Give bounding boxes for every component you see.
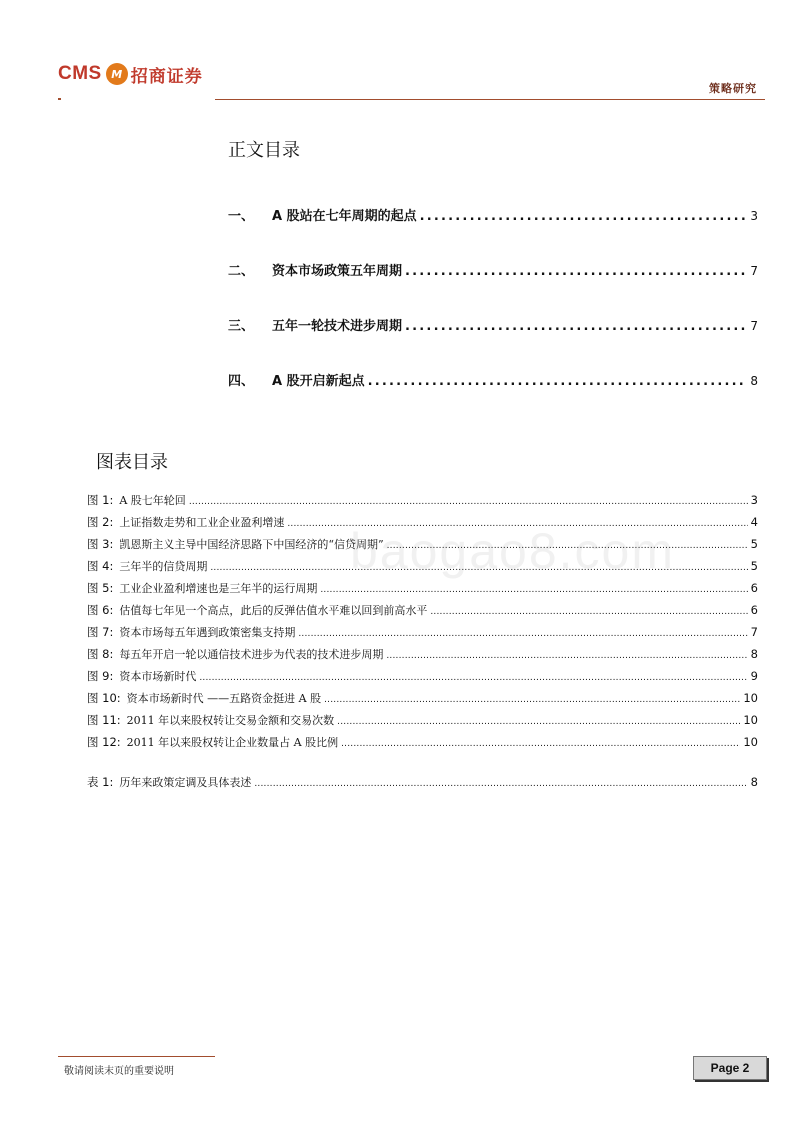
figure-list: [87, 492, 758, 756]
toc-item[interactable]: [228, 370, 758, 425]
toc-title: 正文目录: [228, 140, 300, 161]
figure-leader-dots: [430, 607, 747, 617]
figure-label: 图 9:: [87, 669, 114, 683]
toc-leader-dots: [405, 264, 746, 279]
footer-disclaimer: 敬请阅读末页的重要说明: [64, 1066, 174, 1077]
table-leader-dots: [254, 779, 747, 789]
toc-leader-dots: [405, 319, 746, 334]
figure-leader-dots: [324, 695, 740, 705]
figure-text: 凯恩斯主义主导中国经济思路下中国经济的“信贷周期”: [119, 538, 384, 551]
figure-text: 上证指数走势和工业企业盈利增速: [119, 516, 285, 529]
logo-cms-text: CMS: [58, 63, 102, 84]
figure-page: 5: [750, 537, 758, 551]
figure-leader-dots: [337, 717, 740, 727]
figure-item[interactable]: [87, 602, 758, 624]
figure-item[interactable]: [87, 690, 758, 712]
figure-label: 图 4:: [87, 559, 114, 573]
figure-item[interactable]: [87, 558, 758, 580]
figure-page: 10: [743, 691, 758, 705]
figure-item[interactable]: [87, 646, 758, 668]
table-page: 8: [750, 775, 758, 789]
toc-item-number: 四、: [228, 374, 255, 389]
figure-page: 6: [750, 581, 758, 595]
figure-page: 6: [750, 603, 758, 617]
toc-item-page: 3: [750, 209, 758, 223]
figure-item[interactable]: [87, 734, 758, 756]
table-list: [87, 774, 758, 796]
toc-item-page: 7: [750, 264, 758, 278]
figure-label: 图 10:: [87, 691, 121, 705]
figure-page: 3: [750, 493, 758, 507]
page-number-badge: Page 2: [693, 1056, 767, 1080]
toc-item[interactable]: [228, 315, 758, 370]
figure-text: 工业企业盈利增速也是三年半的运行周期: [119, 582, 318, 595]
figure-item[interactable]: [87, 492, 758, 514]
toc-item-text: 五年一轮技术进步周期: [272, 319, 403, 334]
figure-item[interactable]: [87, 580, 758, 602]
logo-mark-icon: M: [106, 63, 128, 85]
figure-text: 资本市场每五年遇到政策密集支持期: [119, 626, 296, 639]
figure-label: 图 1:: [87, 493, 114, 507]
figure-leader-dots: [387, 541, 748, 551]
toc-item-page: 7: [750, 319, 758, 333]
figure-page: 5: [750, 559, 758, 573]
toc-item-text: A 股站在七年周期的起点: [272, 209, 417, 224]
figure-leader-dots: [320, 585, 747, 595]
figure-text: 每五年开启一轮以通信技术进步为代表的技术进步周期: [119, 648, 384, 661]
figure-item[interactable]: [87, 712, 758, 734]
figure-label: 图 8:: [87, 647, 114, 661]
figure-text: 2011 年以来股权转让交易金额和交易次数: [126, 714, 335, 727]
toc-item-page: 8: [750, 374, 758, 388]
table-item[interactable]: [87, 774, 758, 796]
toc-leader-dots: [420, 209, 747, 224]
figure-leader-dots: [189, 497, 748, 507]
watermark-text: baogao8.com: [350, 523, 676, 579]
toc-item[interactable]: [228, 205, 758, 260]
figure-item[interactable]: [87, 536, 758, 558]
toc-item-text: 资本市场政策五年周期: [272, 264, 403, 279]
figure-leader-dots: [341, 739, 740, 749]
figure-label: 图 5:: [87, 581, 114, 595]
toc-item-number: 一、: [228, 209, 255, 224]
figure-item[interactable]: [87, 514, 758, 536]
table-label: 表 1:: [87, 775, 114, 789]
figure-label: 图 11:: [87, 713, 121, 727]
figure-text: A 股七年轮回: [119, 494, 186, 507]
figure-leader-dots: [199, 673, 747, 683]
figure-label: 图 3:: [87, 537, 114, 551]
table-text: 历年来政策定调及具体表述: [119, 776, 252, 789]
figure-text: 估值每七年见一个高点，此后的反弹估值水平难以回到前高水平: [119, 604, 428, 617]
figure-item[interactable]: [87, 624, 758, 646]
figure-text: 资本市场新时代 ——五路资金挺进 A 股: [126, 692, 322, 705]
figure-label: 图 2:: [87, 515, 114, 529]
figure-page: 9: [750, 669, 758, 683]
figure-label: 图 6:: [87, 603, 114, 617]
figure-page: 10: [743, 713, 758, 727]
toc-leader-dots: [368, 374, 747, 389]
figure-page: 10: [743, 735, 758, 749]
figure-text: 2011 年以来股权转让企业数量占 A 股比例: [126, 736, 339, 749]
header-tick: [58, 98, 61, 100]
toc-item-text: A 股开启新起点: [272, 374, 365, 389]
toc-item-number: 二、: [228, 264, 255, 279]
figure-leader-dots: [210, 563, 747, 573]
report-section: 策略研究: [709, 82, 757, 95]
logo-chinese-text: 招商证券: [130, 66, 203, 87]
header-divider: [215, 99, 765, 100]
toc-list: [228, 205, 758, 425]
toc-item[interactable]: [228, 260, 758, 315]
toc-item-number: 三、: [228, 319, 255, 334]
footer-divider: [58, 1056, 215, 1057]
figure-leader-dots: [386, 651, 747, 661]
company-logo: [58, 60, 203, 88]
figure-leader-dots: [298, 629, 747, 639]
figure-list-title: 图表目录: [96, 452, 168, 473]
figure-label: 图 7:: [87, 625, 114, 639]
figure-label: 图 12:: [87, 735, 121, 749]
figure-page: 7: [750, 625, 758, 639]
figure-text: 三年半的信贷周期: [119, 560, 208, 573]
figure-page: 4: [750, 515, 758, 529]
figure-item[interactable]: [87, 668, 758, 690]
figure-leader-dots: [287, 519, 747, 529]
figure-page: 8: [750, 647, 758, 661]
figure-text: 资本市场新时代: [119, 670, 197, 683]
